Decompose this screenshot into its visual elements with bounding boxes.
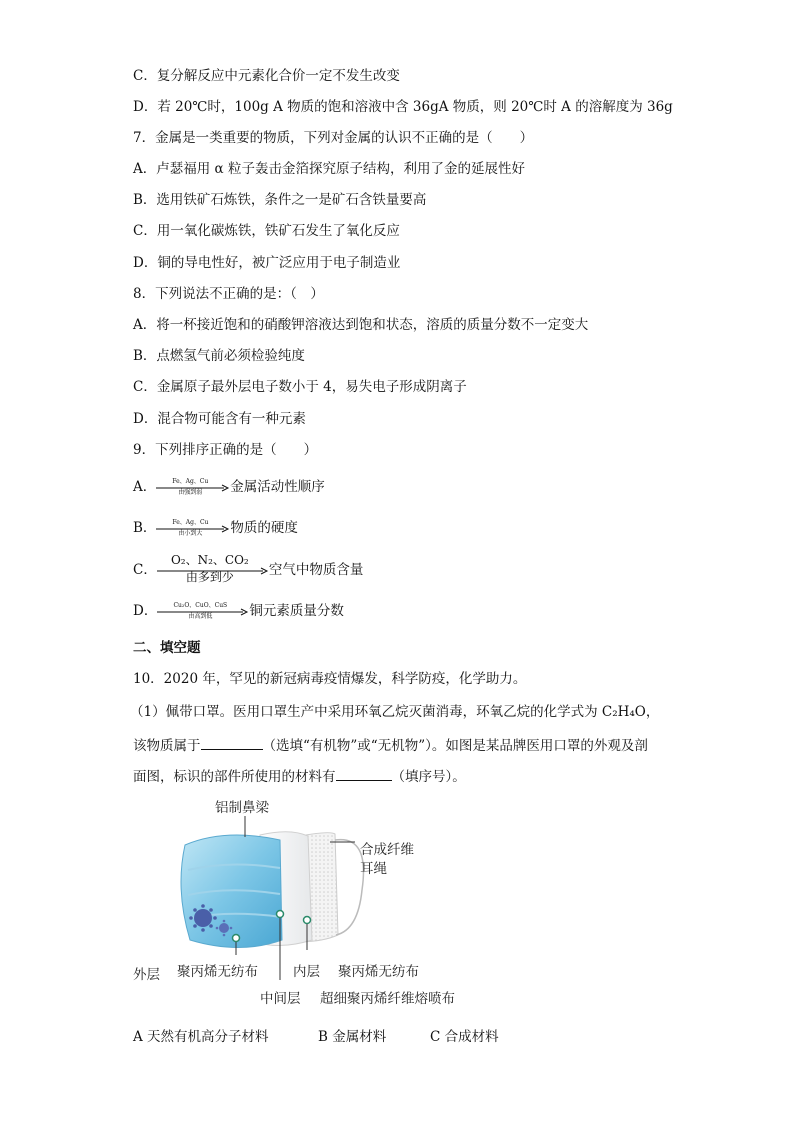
q9-option-d-arrow-bottom: 由高到低: [188, 612, 213, 620]
q9-option-b-arrow-bottom: 由小到大: [178, 529, 203, 537]
answer-blank-2[interactable]: [336, 766, 392, 781]
q7-stem: 7．金属是一类重要的物质，下列对金属的认识不正确的是（ ）: [133, 130, 534, 146]
q9-option-c: [133, 552, 364, 584]
q9-option-d-desc: 铜元素质量分数: [249, 603, 344, 619]
choice-b: B 金属材料: [318, 1029, 387, 1045]
q9-option-a-arrow-top: Fe、Ag、Cu: [172, 477, 209, 485]
mask-illustration: [130, 790, 490, 1015]
label-outer-material: 聚丙烯无纺布: [177, 964, 258, 980]
q6-option-d: D．若 20℃时，100g A 物质的饱和溶液中含 36gA 物质，则 20℃时 A 的溶解度为 36g: [133, 99, 673, 115]
q8-option-c: C．金属原子最外层电子数小于 4，易失电子形成阴离子: [133, 379, 467, 395]
q10-part1-line2: [133, 735, 648, 755]
label-ear-material: 合成纤维: [360, 842, 414, 858]
label-outer-layer: 外层: [133, 967, 160, 983]
q10-line3-suffix: （填序号）。: [391, 769, 466, 785]
label-middle-material: 超细聚丙烯纤维熔喷布: [320, 991, 455, 1007]
q10-intro: 10．2020 年，罕见的新冠病毒疫情爆发，科学防疫，化学助力。: [133, 671, 527, 687]
q10-part1-line1: （1）佩带口罩。医用口罩生产中采用环氧乙烷灭菌消毒，环氧乙烷的化学式为 C₂H₄O，: [130, 704, 660, 720]
q10-line2-prefix: 该物质属于: [133, 738, 201, 754]
q9-option-a-desc: 金属活动性顺序: [230, 479, 325, 495]
choice-c: C 合成材料: [430, 1029, 499, 1045]
q8-option-d: D．混合物可能含有一种元素: [133, 411, 306, 427]
label-inner-material: 聚丙烯无纺布: [338, 964, 419, 980]
q8-option-a: A．将一杯接近饱和的硝酸钾溶液达到饱和状态，溶质的质量分数不一定变大: [133, 317, 589, 333]
q9-option-c-arrow: [157, 552, 269, 584]
q9-option-a-arrow-bottom: 由强到弱: [178, 488, 203, 496]
q10-line3-prefix: 面图，标识的部件所使用的材料有: [133, 769, 336, 785]
q10-line2-suffix: （选填“有机物”或“无机物”）。如图是某品牌医用口罩的外观及剖: [262, 738, 648, 754]
q9-option-d-arrow-top: Cu₂O、CuO、CuS: [173, 601, 228, 609]
q9-option-d: [133, 602, 344, 621]
q8-stem: 8．下列说法不正确的是：（ ）: [133, 286, 324, 302]
q9-option-a-arrow: [156, 479, 230, 497]
q9-option-d-arrow: [157, 603, 249, 621]
q9-option-d-letter: D．: [133, 603, 158, 619]
label-inner-layer: 内层: [293, 964, 320, 980]
q7-option-a: A．卢瑟福用 α 粒子轰击金箔探究原子结构，利用了金的延展性好: [133, 161, 525, 177]
answer-blank-1[interactable]: [201, 735, 263, 750]
label-ear-loop: 耳绳: [360, 861, 387, 877]
q7-option-d: D．铜的导电性好，被广泛应用于电子制造业: [133, 255, 401, 271]
q9-option-c-arrow-bottom: 由多到少: [185, 569, 234, 584]
label-nose-bridge: 铝制鼻梁: [215, 800, 269, 816]
section-heading: 二、填空题: [133, 640, 201, 656]
label-middle-layer: 中间层: [260, 991, 301, 1007]
q9-stem: 9．下列排序正确的是（ ）: [133, 442, 318, 458]
q9-option-b-arrow-top: Fe、Ag、Cu: [172, 518, 209, 526]
q9-option-a-letter: A．: [133, 479, 157, 495]
q10-part1-line3: [133, 766, 466, 786]
material-choices: [133, 1025, 499, 1045]
q9-option-b-arrow: [156, 520, 230, 538]
q7-option-b: B．选用铁矿石炼铁，条件之一是矿石含铁量要高: [133, 192, 427, 208]
q6-option-c: C．复分解反应中元素化合价一定不发生改变: [133, 68, 400, 84]
q9-option-b: [133, 519, 298, 538]
q9-option-a: [133, 478, 325, 497]
q7-option-c: C．用一氧化碳炼铁，铁矿石发生了氧化反应: [133, 223, 400, 239]
q9-option-c-arrow-top: O₂、N₂、CO₂: [170, 552, 249, 567]
q9-option-b-desc: 物质的硬度: [230, 520, 298, 536]
q9-option-c-letter: C．: [133, 562, 157, 578]
q9-option-c-desc: 空气中物质含量: [268, 562, 364, 578]
q9-option-b-letter: B．: [133, 520, 157, 536]
choice-a: A 天然有机高分子材料: [133, 1029, 269, 1045]
q8-option-b: B．点燃氢气前必须检验纯度: [133, 348, 305, 364]
mask-figure: [130, 790, 490, 1015]
